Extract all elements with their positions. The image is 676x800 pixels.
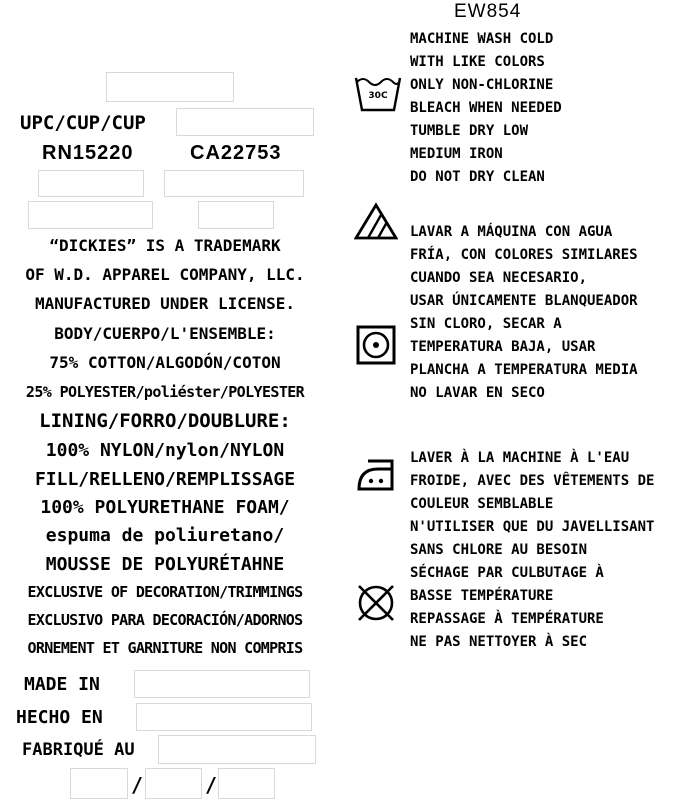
care-es-line-4: USAR ÚNICAMENTE BLANQUEADOR bbox=[410, 293, 638, 309]
made-in-field bbox=[134, 670, 310, 698]
care-es-line-1: LAVAR A MÁQUINA CON AGUA bbox=[410, 224, 613, 240]
body-polyester: 25% POLYESTER/poliéster/POLYESTER bbox=[25, 383, 305, 401]
blank-field-row1-a bbox=[38, 170, 144, 197]
tumble-dry-low-icon bbox=[356, 325, 396, 365]
care-fr-line-2: FROIDE, AVEC DES VÊTEMENTS DE bbox=[410, 473, 655, 489]
care-fr-line-8: REPASSAGE À TEMPÉRATURE bbox=[410, 611, 604, 627]
date-separator-2: / bbox=[205, 773, 218, 797]
upc-label: UPC/CUP/CUP bbox=[20, 112, 146, 134]
exclusive-line-en: EXCLUSIVE OF DECORATION/TRIMMINGS bbox=[27, 583, 303, 601]
care-en-line-5: TUMBLE DRY LOW bbox=[410, 123, 529, 139]
care-en-line-3: ONLY NON-CHLORINE bbox=[410, 77, 554, 93]
fabrique-au-label: FABRIQUÉ AU bbox=[22, 740, 135, 760]
wash-temp-label: 30C bbox=[368, 91, 388, 101]
care-es-line-3: CUANDO SEA NECESARIO, bbox=[410, 270, 588, 286]
do-not-dry-clean-icon bbox=[355, 582, 397, 624]
blank-field-row2-a bbox=[28, 201, 153, 229]
care-en-line-4: BLEACH WHEN NEEDED bbox=[410, 100, 562, 116]
made-in-label: MADE IN bbox=[24, 674, 100, 695]
date-field-3 bbox=[218, 768, 275, 799]
lining-nylon: 100% NYLON/nylon/NYLON bbox=[45, 440, 285, 461]
date-field-1 bbox=[70, 768, 128, 799]
date-field-2 bbox=[145, 768, 202, 799]
care-es-line-5: SIN CLORO, SECAR A bbox=[410, 316, 562, 332]
care-en-line-2: WITH LIKE COLORS bbox=[410, 54, 545, 70]
blank-field-row2-b bbox=[198, 201, 274, 229]
care-es-line-7: PLANCHA A TEMPERATURA MEDIA bbox=[410, 362, 638, 378]
trademark-line-3: MANUFACTURED UNDER LICENSE. bbox=[34, 294, 296, 313]
lining-label: LINING/FORRO/DOUBLURE: bbox=[39, 410, 291, 432]
style-code: EW854 bbox=[454, 1, 522, 22]
rn-number: RN15220 bbox=[42, 142, 134, 164]
exclusive-line-es: EXCLUSIVO PARA DECORACIÓN/ADORNOS bbox=[27, 611, 303, 629]
blank-field-row1-b bbox=[164, 170, 304, 197]
fill-line-2: espuma de poliuretano/ bbox=[45, 525, 285, 546]
trademark-line-1: “DICKIES” IS A TRADEMARK bbox=[49, 236, 281, 255]
care-en-line-6: MEDIUM IRON bbox=[410, 146, 503, 162]
date-separator-1: / bbox=[131, 773, 144, 797]
trademark-line-2: OF W.D. APPAREL COMPANY, LLC. bbox=[25, 265, 305, 284]
care-fr-line-5: SANS CHLORE AU BESOIN bbox=[410, 542, 588, 558]
care-fr-line-6: SÉCHAGE PAR CULBUTAGE À bbox=[410, 565, 604, 581]
body-label: BODY/CUERPO/L'ENSEMBLE: bbox=[54, 324, 276, 343]
wash-30c-icon bbox=[354, 74, 402, 114]
body-cotton: 75% COTTON/ALGODÓN/COTON bbox=[49, 353, 281, 372]
fill-line-3: MOUSSE DE POLYURÉTAHNE bbox=[45, 554, 285, 575]
fabrique-au-field bbox=[158, 735, 316, 764]
care-en-line-1: MACHINE WASH COLD bbox=[410, 31, 554, 47]
care-en-line-7: DO NOT DRY CLEAN bbox=[410, 169, 545, 185]
care-fr-line-1: LAVER À LA MACHINE À L'EAU bbox=[410, 450, 630, 466]
care-fr-line-7: BASSE TEMPÉRATURE bbox=[410, 588, 554, 604]
fill-line-1: 100% POLYURETHANE FOAM/ bbox=[40, 497, 290, 518]
care-fr-line-4: N'UTILISER QUE DU JAVELLISANT bbox=[410, 519, 655, 535]
iron-medium-icon bbox=[356, 455, 398, 495]
blank-field-top bbox=[106, 72, 234, 102]
exclusive-line-fr: ORNEMENT ET GARNITURE NON COMPRIS bbox=[27, 639, 303, 657]
non-chlorine-bleach-icon bbox=[354, 202, 398, 240]
hecho-en-field bbox=[136, 703, 312, 731]
ca-number: CA22753 bbox=[190, 142, 282, 164]
care-fr-line-9: NE PAS NETTOYER À SEC bbox=[410, 634, 588, 650]
care-fr-line-3: COULEUR SEMBLABLE bbox=[410, 496, 554, 512]
care-es-line-2: FRÍA, CON COLORES SIMILARES bbox=[410, 247, 638, 263]
care-es-line-8: NO LAVAR EN SECO bbox=[410, 385, 545, 401]
care-es-line-6: TEMPERATURA BAJA, USAR bbox=[410, 339, 596, 355]
hecho-en-label: HECHO EN bbox=[16, 707, 103, 728]
upc-field bbox=[176, 108, 314, 136]
fill-label: FILL/RELLENO/REMPLISSAGE bbox=[34, 469, 296, 490]
